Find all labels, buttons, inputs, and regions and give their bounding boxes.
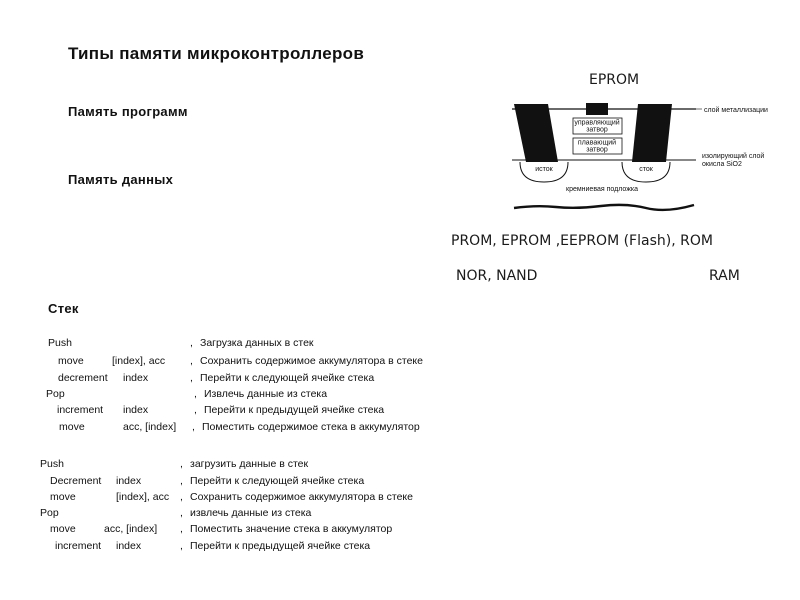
code-op: increment bbox=[55, 540, 102, 552]
metal-layer-text: слой металлизации bbox=[704, 107, 768, 114]
nor-nand-text: NOR, NAND bbox=[456, 268, 538, 284]
code-op: Push bbox=[40, 458, 64, 470]
code-args: index bbox=[116, 540, 142, 552]
code-args: [index], acc bbox=[116, 491, 170, 503]
code-comment: Поместить содержимое стека в аккумулятор bbox=[202, 421, 420, 433]
code-sep: , bbox=[194, 404, 197, 416]
code-op: move bbox=[58, 355, 84, 367]
code-args: [index], acc bbox=[112, 355, 166, 367]
code-op: Pop bbox=[46, 388, 65, 400]
code-comment: Сохранить содержимое аккумулятора в стеке bbox=[200, 355, 423, 367]
code-sep: , bbox=[180, 507, 183, 519]
code-op: move bbox=[50, 523, 76, 535]
code-args: acc, [index] bbox=[104, 523, 158, 535]
source-text: исток bbox=[535, 166, 553, 173]
insulator-text-2: окисла SiO2 bbox=[702, 161, 742, 168]
floating-gate-text-2: затвор bbox=[586, 146, 608, 154]
control-gate-text-1: управляющий bbox=[574, 119, 620, 127]
gate-contact bbox=[586, 103, 608, 115]
code-sep: , bbox=[190, 372, 193, 384]
code-op: Push bbox=[48, 337, 72, 349]
code-op: increment bbox=[57, 404, 104, 416]
code-comment: Загрузка данных в стек bbox=[200, 337, 314, 349]
code-sep: , bbox=[180, 523, 183, 535]
code-sep: , bbox=[194, 388, 197, 400]
drain-text: сток bbox=[639, 166, 653, 173]
ram-text: RAM bbox=[709, 268, 740, 284]
code-comment: Извлечь данные из стека bbox=[204, 388, 328, 400]
control-gate-text-2: затвор bbox=[586, 126, 608, 134]
code-args: acc, [index] bbox=[123, 421, 177, 433]
code-comment: Перейти к предыдущей ячейке стека bbox=[204, 404, 385, 416]
code-comment: загрузить данные в стек bbox=[190, 458, 309, 470]
stack-heading: Стек bbox=[48, 301, 79, 316]
insulator-text-1: изолирующий слой bbox=[702, 153, 765, 160]
code-op: Decrement bbox=[50, 475, 102, 487]
code-sep: , bbox=[180, 491, 183, 503]
program-memory-label: Память программ bbox=[68, 104, 188, 119]
code-op: move bbox=[59, 421, 85, 433]
substrate-text: кремниевая подложка bbox=[566, 186, 638, 193]
code-comment: Перейти к следующей ячейке стека bbox=[190, 475, 365, 487]
left-metal-contact bbox=[514, 104, 558, 162]
substrate-edge bbox=[514, 205, 694, 210]
code-args: index bbox=[116, 475, 142, 487]
code-args: index bbox=[123, 404, 149, 416]
code-sep: , bbox=[180, 475, 183, 487]
code-comment: извлечь данные из стека bbox=[190, 507, 312, 519]
code-sep: , bbox=[180, 458, 183, 470]
memory-types-text: PROM, EPROM ,EEPROM (Flash), ROM bbox=[451, 233, 713, 249]
right-metal-contact bbox=[632, 104, 672, 162]
code-op: Pop bbox=[40, 507, 59, 519]
slide-title: Типы памяти микроконтроллеров bbox=[68, 44, 365, 63]
code-sep: , bbox=[190, 337, 193, 349]
code-comment: Поместить значение стека в аккумулятор bbox=[190, 523, 393, 535]
code-op: move bbox=[50, 491, 76, 503]
code-sep: , bbox=[180, 540, 183, 552]
code-op: decrement bbox=[58, 372, 108, 384]
floating-gate-text-1: плавающий bbox=[577, 139, 617, 147]
eprom-label: EPROM bbox=[589, 72, 640, 88]
code-args: index bbox=[123, 372, 149, 384]
data-memory-label: Память данных bbox=[68, 172, 174, 187]
code-comment: Перейти к следующей ячейке стека bbox=[200, 372, 375, 384]
code-comment: Перейти к предыдущей ячейке стека bbox=[190, 540, 371, 552]
code-comment: Сохранить содержимое аккумулятора в стеке bbox=[190, 491, 413, 503]
eprom-cell-diagram bbox=[506, 92, 776, 217]
code-sep: , bbox=[190, 355, 193, 367]
code-sep: , bbox=[192, 421, 195, 433]
